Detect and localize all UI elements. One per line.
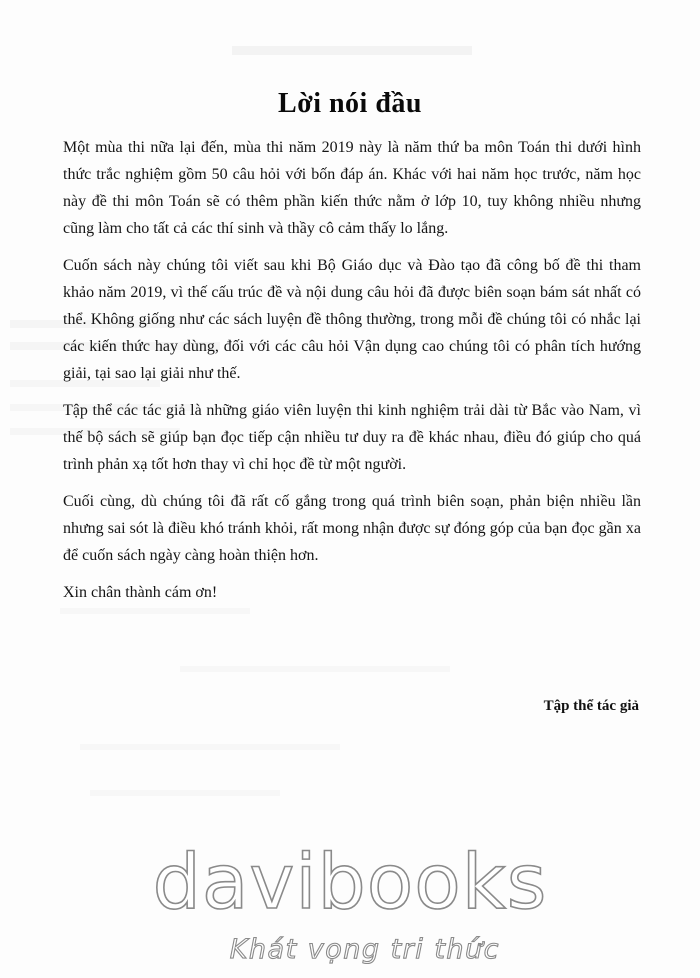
bleed-through-mark <box>80 744 340 750</box>
page-title: Lời nói đầu <box>278 88 422 119</box>
logo-tagline-text: Khát vọng tri thức <box>229 934 500 965</box>
bleed-through-mark <box>90 790 280 796</box>
author-signature: Tập thể tác giả <box>543 698 639 714</box>
paragraph-1: Một mùa thi nữa lại đến, mùa thi năm 2019 này là năm thứ ba môn Toán thi dưới hình thức trắc nghiệm gồm 50 câu hỏi với bốn đáp án. Khác với hai năm học trước, năm học này đề thi môn Toán sẽ có thêm phần kiến thức nằm ở lớp 10, tuy không nhiều nhưng cũng làm cho tất cả các thí sinh và thầy cô cảm thấy lo lắng. <box>63 139 641 237</box>
paragraph-3: Tập thể các tác giả là những giáo viên luyện thi kinh nghiệm trải dài từ Bắc vào Nam, vì thế bộ sách sẽ giúp bạn đọc tiếp cận nhiều tư duy ra đề khác nhau, điều đó giúp cho quá trình phản xạ tốt hơn thay vì chỉ học đề từ một người. <box>63 402 641 473</box>
preface-body <box>63 134 641 616</box>
bleed-through-mark <box>180 666 450 672</box>
paragraph-2: Cuốn sách này chúng tôi viết sau khi Bộ Giáo dục và Đào tạo đã công bố đề thi tham khảo năm 2019, vì thế cấu trúc đề và nội dung câu hỏi đã được biên soạn bám sát nhất có thể. Không giống như các sách luyện đề thông thường, trong mỗi đề chúng tôi có nhắc lại các kiến thức hay dùng, đối với các câu hỏi Vận dụng cao chúng tôi có phân tích hướng giải, tại sao lại giải như thế. <box>63 257 641 382</box>
bleed-through-mark <box>232 46 472 55</box>
closing-line: Xin chân thành cám ơn! <box>63 584 218 601</box>
paragraph-4: Cuối cùng, dù chúng tôi đã rất cố gắng trong quá trình biên soạn, phản biện nhiều lần nhưng sai sót là điều khó tránh khỏi, rất mong nhận được sự đóng góp của bạn đọc gần xa để cuốn sách ngày càng hoàn thiện hơn. <box>63 493 641 564</box>
logo-brand-text: davibooks <box>152 837 548 926</box>
davibooks-logo <box>150 836 550 966</box>
